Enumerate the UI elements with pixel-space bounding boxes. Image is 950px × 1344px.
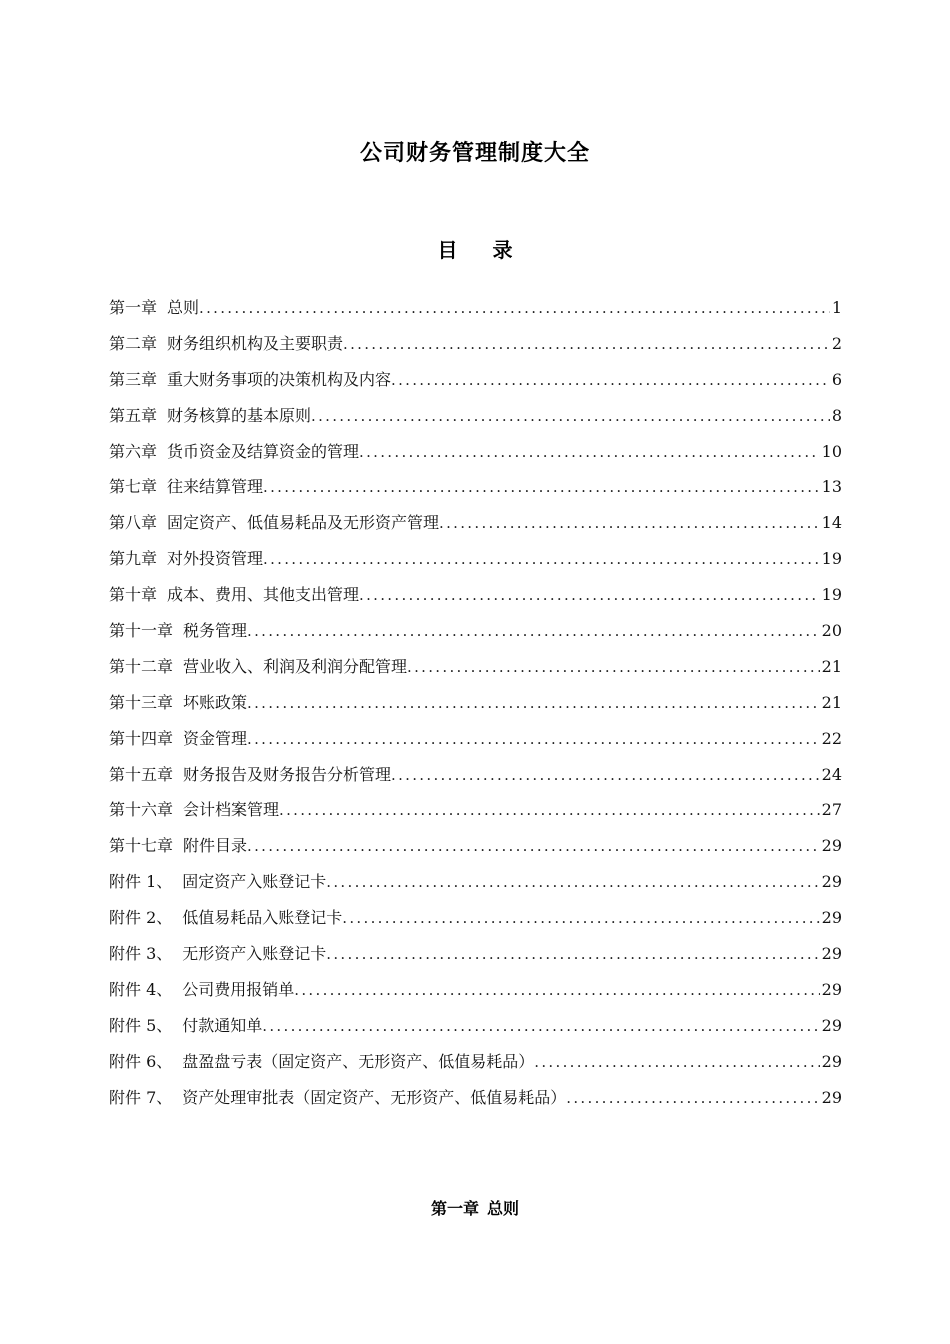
toc-entry[interactable] [109,1014,842,1050]
toc-entry-title: 固定资产入账登记卡 [182,872,327,892]
toc-page-number: 29 [821,872,842,892]
toc-dot-leader [326,870,819,894]
toc-entry[interactable] [109,1050,842,1086]
toc-entry-title: 成本、费用、其他支出管理 [167,585,360,605]
toc-entry[interactable] [109,368,842,404]
toc-entry-title: 资金管理 [183,728,248,748]
toc-dot-leader [534,1050,819,1074]
toc-dot-leader [247,834,820,858]
toc-entry[interactable] [109,1086,842,1122]
toc-entry-title: 营业收入、利润及利润分配管理 [183,656,408,676]
toc-page-number: 10 [821,441,842,461]
chapter-heading-number: 第一章 [430,1199,479,1218]
toc-entry-title: 总则 [167,298,200,317]
toc-dot-leader [326,942,819,966]
document-title: 公司财务管理制度大全 [359,141,590,166]
toc-entry-title: 货币资金及结算资金的管理 [167,441,360,461]
toc-entry[interactable] [109,619,842,655]
toc-entry[interactable] [109,691,842,727]
toc-entry[interactable] [109,798,842,834]
toc-chapter-number: 第十三章 [109,692,174,712]
toc-chapter-number: 第十五章 [109,764,174,784]
toc-entry-title: 固定资产、低值易耗品及无形资产管理 [167,513,440,533]
toc-dot-leader [262,1014,819,1038]
toc-chapter-number: 第二章 [109,333,158,353]
toc-chapter-number: 第五章 [109,405,158,425]
toc-entry-title: 财务报告及财务报告分析管理 [183,764,392,784]
toc-page-number: 29 [821,1051,842,1071]
toc-page-number: 29 [821,944,842,964]
toc-entry[interactable] [109,511,842,547]
toc-chapter-number: 第三章 [109,369,158,389]
toc-page-number: 29 [821,836,842,856]
toc-page-number: 21 [821,656,842,676]
toc-entry-title: 公司费用报销单 [182,979,295,999]
toc-page-number: 29 [821,908,842,928]
toc-appendix-number: 附件 7、 [109,1087,173,1107]
toc-entry[interactable] [109,870,842,906]
toc-entry-title: 往来结算管理 [167,477,264,497]
toc-entry-title: 重大财务事项的决策机构及内容 [167,369,392,389]
toc-appendix-number: 附件 3、 [109,944,173,964]
toc-page-number: 1 [831,298,842,317]
toc-appendix-number: 附件 2、 [109,908,173,928]
toc-entry-title: 盘盈盘亏表（固定资产、无形资产、低值易耗品） [182,1051,535,1071]
table-of-contents [109,296,842,1121]
toc-page-number: 14 [821,513,842,533]
toc-appendix-number: 附件 1、 [109,872,173,892]
toc-entry[interactable] [109,978,842,1014]
toc-entry[interactable] [109,763,842,799]
toc-entry-title: 财务组织机构及主要职责 [167,333,344,353]
toc-chapter-number: 第十四章 [109,728,174,748]
chapter-heading-title: 总则 [487,1199,520,1218]
toc-chapter-number: 第一章 [109,298,158,317]
toc-page-number: 24 [821,764,842,784]
toc-chapter-number: 第九章 [109,549,158,569]
toc-dot-leader [359,583,820,607]
toc-page-number: 22 [821,728,842,748]
toc-page-number: 27 [821,800,842,820]
toc-page-number: 29 [821,1087,842,1107]
toc-page-number: 6 [831,369,842,389]
toc-heading: 目 录 [437,238,527,262]
toc-dot-leader [343,332,830,356]
toc-chapter-number: 第十七章 [109,836,174,856]
toc-entry-title: 财务核算的基本原则 [167,405,312,425]
toc-dot-leader [391,368,830,392]
toc-page-number: 8 [831,405,842,425]
toc-entry[interactable] [109,727,842,763]
toc-chapter-number: 第十二章 [109,656,174,676]
toc-entry[interactable] [109,475,842,511]
toc-chapter-number: 第十六章 [109,800,174,820]
toc-entry[interactable] [109,583,842,619]
toc-entry[interactable] [109,440,842,476]
toc-chapter-number: 第八章 [109,513,158,533]
toc-dot-leader [342,906,819,930]
toc-dot-leader [407,655,820,679]
toc-entry-title: 资产处理审批表（固定资产、无形资产、低值易耗品） [182,1087,567,1107]
toc-dot-leader [247,727,820,751]
toc-dot-leader [294,978,819,1002]
toc-appendix-number: 附件 4、 [109,979,173,999]
toc-entry[interactable] [109,655,842,691]
toc-entry-title: 会计档案管理 [183,800,280,820]
toc-dot-leader [359,440,820,464]
toc-dot-leader [311,404,830,428]
toc-dot-leader [391,763,820,787]
toc-page-number: 19 [821,585,842,605]
toc-entry[interactable] [109,906,842,942]
toc-page-number: 20 [821,621,842,641]
toc-entry-title: 付款通知单 [182,1015,263,1035]
chapter-heading [0,1196,950,1219]
toc-dot-leader [279,798,820,822]
toc-entry-title: 低值易耗品入账登记卡 [182,908,343,928]
toc-chapter-number: 第六章 [109,441,158,461]
toc-dot-leader [247,619,820,643]
toc-appendix-number: 附件 6、 [109,1051,173,1071]
toc-entry[interactable] [109,332,842,368]
toc-dot-leader [263,475,820,499]
toc-chapter-number: 第七章 [109,477,158,497]
toc-entry[interactable] [109,296,842,332]
toc-entry-title: 税务管理 [183,621,248,641]
toc-page-number: 21 [821,692,842,712]
toc-dot-leader [199,296,830,320]
toc-entry-title: 附件目录 [183,836,248,856]
toc-entry[interactable] [109,547,842,583]
toc-entry[interactable] [109,834,842,870]
toc-entry-title: 对外投资管理 [167,549,264,569]
toc-appendix-number: 附件 5、 [109,1015,173,1035]
toc-dot-leader [439,511,820,535]
toc-entry[interactable] [109,942,842,978]
toc-dot-leader [247,691,820,715]
toc-dot-leader [263,547,820,571]
toc-entry-title: 坏账政策 [183,692,248,712]
toc-page-number: 2 [831,333,842,353]
toc-chapter-number: 第十章 [109,585,158,605]
toc-chapter-number: 第十一章 [109,621,174,641]
toc-page-number: 13 [821,477,842,497]
toc-dot-leader [566,1086,819,1110]
toc-page-number: 19 [821,549,842,569]
toc-entry[interactable] [109,404,842,440]
toc-page-number: 29 [821,1015,842,1035]
toc-entry-title: 无形资产入账登记卡 [182,944,327,964]
toc-page-number: 29 [821,979,842,999]
